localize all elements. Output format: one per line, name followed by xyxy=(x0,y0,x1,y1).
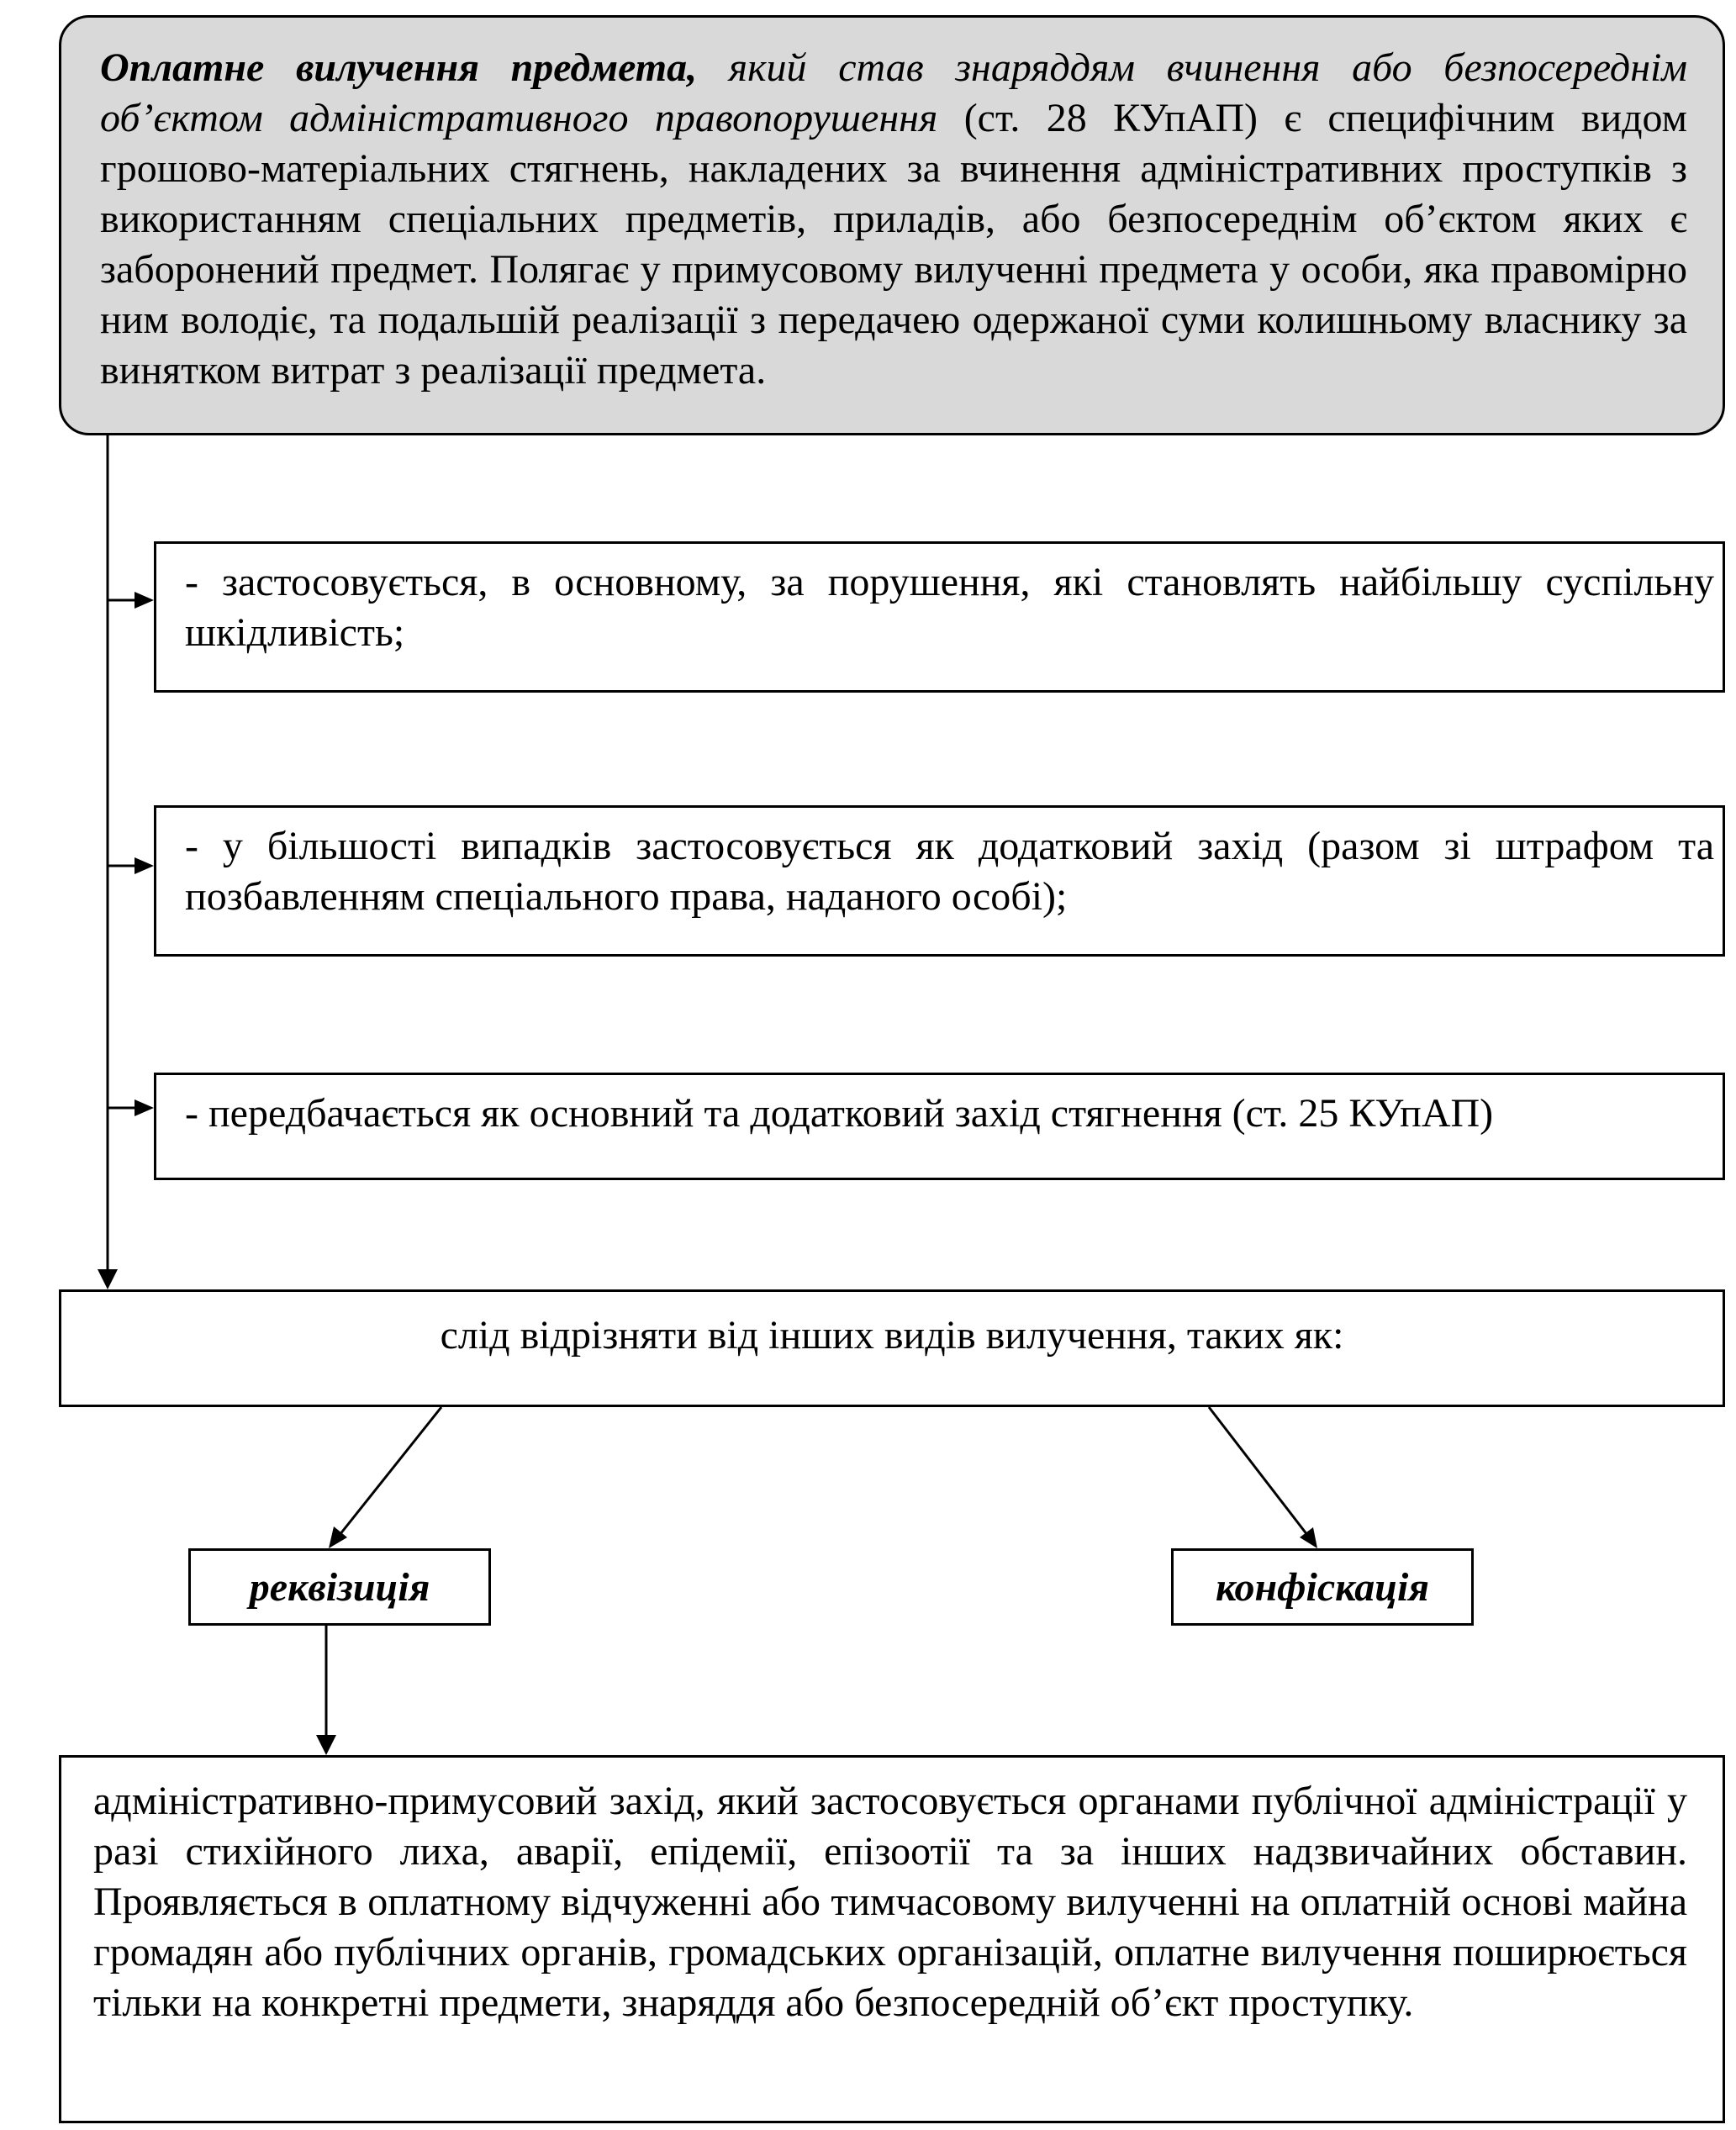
arrow-to-confiscation xyxy=(1209,1407,1307,1535)
feature-text-1: - застосовується, в основному, за порушення, які становлять найбільшу суспільну шкідливість; xyxy=(185,560,1714,655)
requisition-box xyxy=(188,1548,491,1626)
feature-text-3: - передбачається як основний та додатковий захід стягнення (ст. 25 КУпАП) xyxy=(185,1091,1494,1136)
main-definition-box xyxy=(59,15,1725,435)
feature-box-2 xyxy=(154,805,1725,957)
confiscation-label: конфіскація xyxy=(1215,1564,1430,1610)
requisition-definition-box xyxy=(59,1755,1725,2123)
feature-text-2: - у більшості випадків застосовується як додатковий захід (разом зі штрафом та позбавленням спеціального права, наданого особі); xyxy=(185,824,1714,919)
requisition-definition-text: адміністративно-примусовий захід, який застосовується органами публічної адміністрації у разі стихійного лиха, аварії, епідемії, епізоотії та за інших надзвичайних обставин. Проявляється в оплатному відчуженні або тимчасовому вилученні на оплатній основі майна громадян або публічних органів, громадських організацій, оплатне вилучення поширюється тільки на конкретні предмети, знаряддя або безпосередній об’єкт проступку. xyxy=(93,1779,1687,2025)
main-italic-text: який став знаряддям вчинення або безпосереднім об’єктом адміністративного правопорушення xyxy=(100,45,1687,140)
arrow-to-requisition xyxy=(340,1407,441,1535)
main-term: Оплатне вилучення предмета, xyxy=(100,45,698,90)
confiscation-box xyxy=(1171,1548,1474,1626)
requisition-label: реквізиція xyxy=(249,1564,430,1610)
main-definition-text xyxy=(100,43,1687,396)
distinguish-box xyxy=(59,1289,1725,1407)
feature-box-3 xyxy=(154,1073,1725,1180)
feature-box-1 xyxy=(154,541,1725,693)
distinguish-text: слід відрізняти від інших видів вилучення, таких як: xyxy=(440,1313,1344,1358)
spine-arrowhead xyxy=(98,1269,118,1289)
main-body-text: (ст. 28 КУпАП) є специфічним видом грошово-матеріальних стягнень, накладених за вчинення адміністративних проступків з використанням спеціальних предметів, приладів, або безпосереднім об’єктом яких є заборонений предмет. Полягає у примусовому вилученні предмета у особи, яка правомірно ним володіє, та подальшій реалізації з передачею одержаної суми колишньому власнику за винятком витрат з реалізації предмета. xyxy=(100,96,1688,393)
